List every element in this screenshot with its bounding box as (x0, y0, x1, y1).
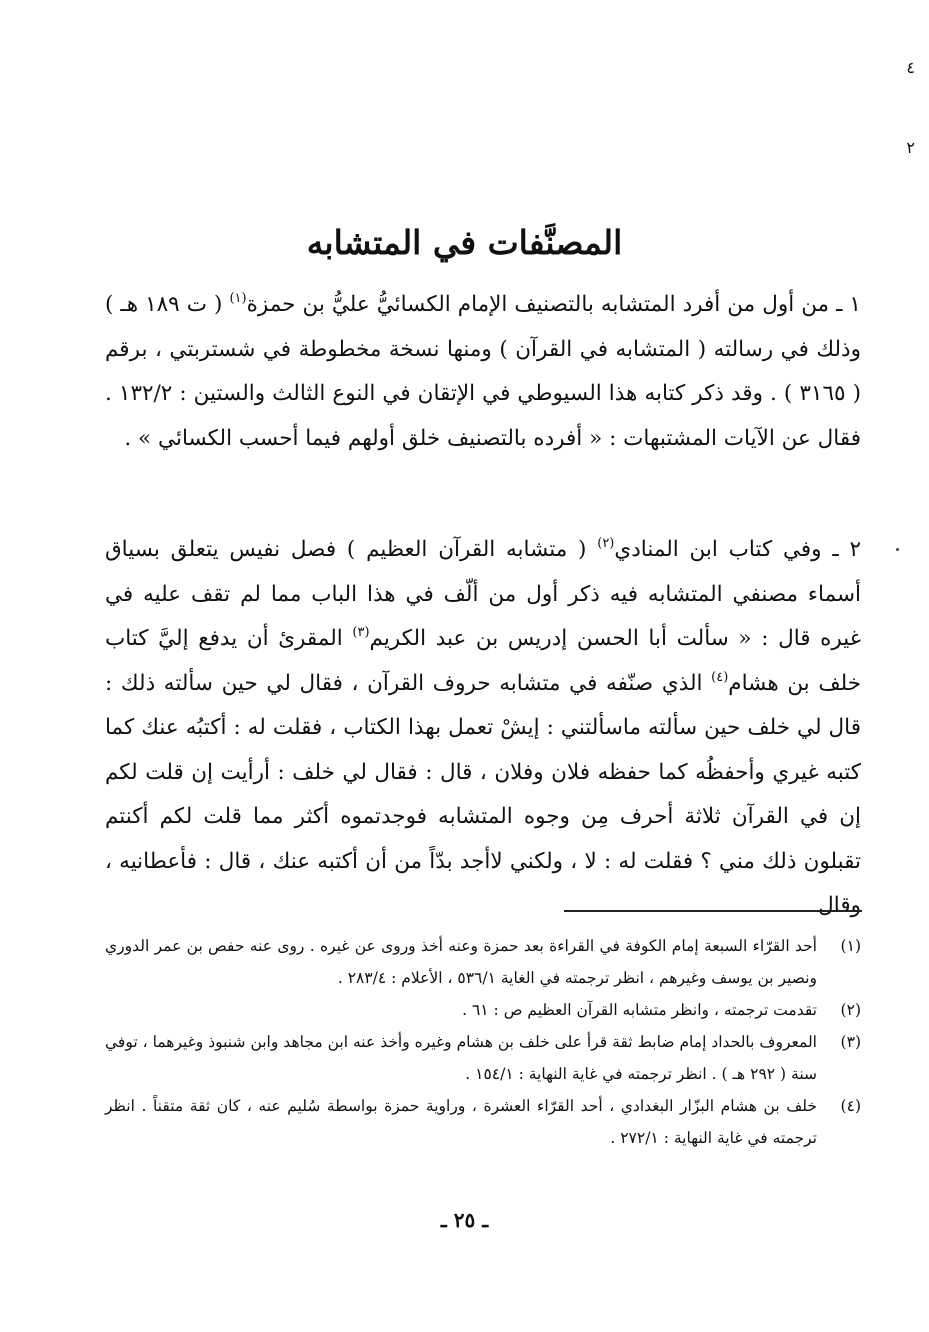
footnote-number: (٣) (840, 1033, 861, 1051)
footnote-number: (١) (840, 937, 861, 955)
footnote-1 (105, 930, 861, 994)
paragraph-2 (105, 528, 861, 929)
paragraph-1-text-b: ( ت ١٨٩ هـ ) وذلك في رسالته ( المتشابه في القرآن ) ومنها نسخة مخطوطة في شستربتي ، برقم ( ٣١٦٥ ) . وقد ذكر كتابه هذا السيوطي في الإتقان في النوع الثالث والستين : ١٣٢/٢ . فقال عن الآيات المشتبهات : « أفرده بالتصنيف خلق أولهم فيما أحسب الكسائي » . (105, 292, 861, 451)
footnote-text: أحد القرّاء السبعة إمام الكوفة في القراءة بعد حمزة وعنه أخذ وروى عن غيره . روى عنه حفص بن عمر الدوري ونصير بن يوسف وغيرهم ، انظر ترجمته في الغاية ٥٣٦/١ ، الأعلام : ٢٨٣/٤ . (105, 937, 817, 987)
margin-mark-second: ٢ (906, 138, 915, 157)
footnote-4 (105, 1090, 861, 1154)
footnote-separator (564, 910, 862, 912)
paragraph-2-text-c: المقرئ أن يدفع إليَّ كتاب خلف بن هشام (105, 626, 861, 696)
footnotes (105, 930, 861, 1154)
scan-speck (896, 548, 899, 551)
paragraph-2-text-b: ( متشابه القرآن العظيم ) فصل نفيس يتعلق بسياق أسماء مصنفي المتشابه فيه ذكر أول من ألّف في هذا الباب مما لم تقف عليه في غيره قال : « سألت أبا الحسن إدريس بن عبد الكريم (105, 537, 862, 651)
page-number: ـ ٢٥ ـ (440, 1208, 489, 1232)
footnote-ref-3: (٣) (352, 625, 370, 640)
footnote-ref-4: (٤) (711, 669, 729, 685)
footnote-2 (105, 994, 861, 1026)
footnote-text: المعروف بالحداد إمام ضابط ثقة قرأ على خلف بن هشام وغيره وأخذ عنه ابن مجاهد وابن شنبوذ وغيرهما ، توفي سنة ( ٢٩٢ هـ ) . انظر ترجمته في غاية النهاية : ١٥٤/١ . (105, 1033, 817, 1083)
footnote-text: تقدمت ترجمته ، وانظر متشابه القرآن العظيم ص : ٦١ . (462, 1001, 817, 1019)
page-title: المصنَّفات في المتشابه (306, 223, 623, 262)
paragraph-2-text-d: الذي صنّفه في متشابه حروف القرآن ، فقال لي حين سألته ذلك : قال لي خلف حين سألته ماسألتني : إيشْ تعمل بهذا الكتاب ، فقلت له : أكتبُه عنك كما كتبه غيري وأحفظُه كما حفظه فلان وفلان ، قال : فقال لي خلف : أرأيت إن قلت لكم إن في القرآن ثلاثة أحرف مِن وجوه المتشابه فوجدتموه أكثر مما قلت لكم أكنتم تقبلون ذلك مني ؟ فقلت له : لا ، ولكني لاأجد بدّاً من أن أكتبه عنك ، قال : فأعطانيه ، وقال (105, 670, 861, 918)
paragraph-1-text-a: ١ ـ من أول من أفرد المتشابه بالتصنيف الإمام الكسائيُّ عليُّ بن حمزة (246, 292, 861, 317)
footnote-3 (105, 1026, 861, 1090)
paragraph-2-text-a: ٢ ـ وفي كتاب ابن المنادي (614, 537, 861, 562)
margin-mark-top: ٤ (906, 58, 915, 77)
footnote-number: (٢) (840, 1001, 861, 1019)
footnote-ref-1: (١) (229, 291, 247, 306)
footnote-text: خلف بن هشام البزّار البغدادي ، أحد القرّاء العشرة ، وراوية حمزة بواسطة سُليم عنه ، كان ثقة متقناً . انظر ترجمته في غاية النهاية : ٢٧٢/١ . (105, 1097, 817, 1147)
paragraph-1 (105, 283, 861, 461)
footnote-number: (٤) (840, 1097, 861, 1115)
footnote-ref-2: (٢) (597, 536, 615, 551)
